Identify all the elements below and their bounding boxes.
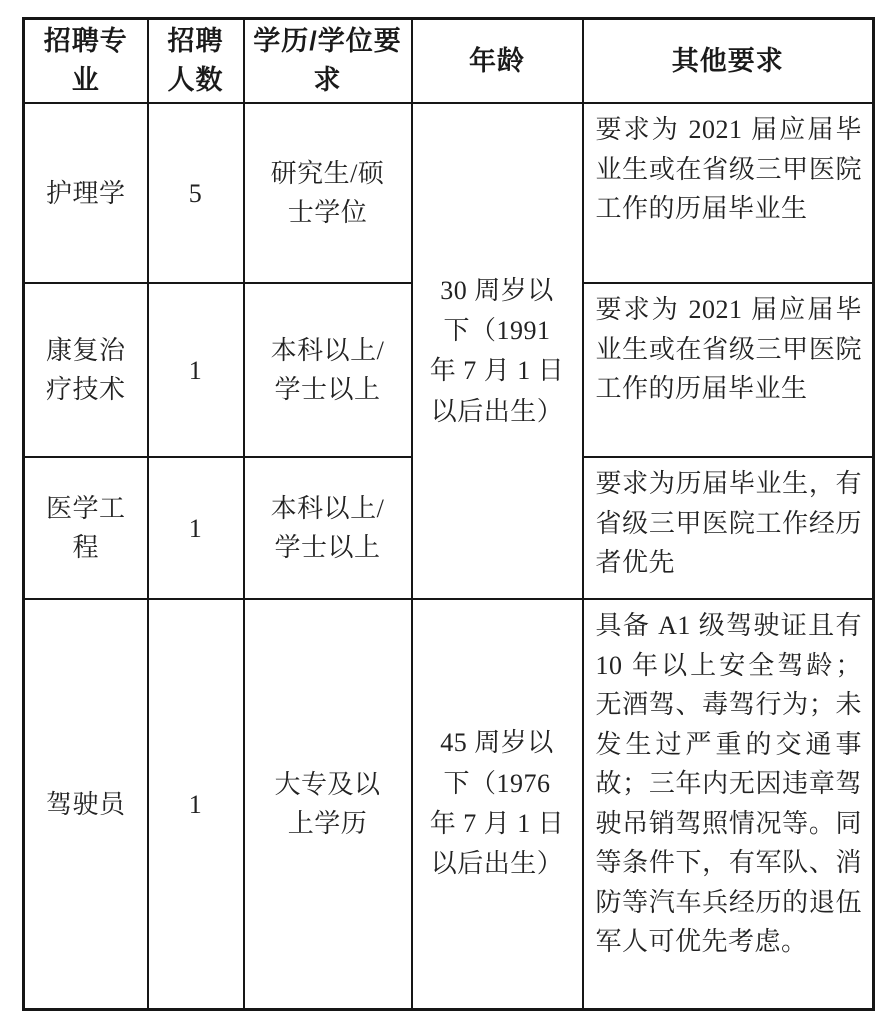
- header-row: [24, 19, 874, 104]
- header-age: 年龄: [412, 19, 583, 104]
- education-cell: 本科以上/学士以上: [244, 283, 412, 457]
- major-cell: 医学工程: [24, 457, 148, 599]
- count-cell: 5: [148, 103, 244, 283]
- header-major: 招聘专业: [24, 19, 148, 104]
- education-cell: 本科以上/学士以上: [244, 457, 412, 599]
- header-education: 学历/学位要求: [244, 19, 412, 104]
- other-requirements-cell: 要求为 2021 届应届毕业生或在省级三甲医院工作的历届毕业生: [583, 103, 874, 283]
- major-cell: 护理学: [24, 103, 148, 283]
- count-cell: 1: [148, 599, 244, 1009]
- education-cell: 大专及以上学历: [244, 599, 412, 1009]
- header-other: 其他要求: [583, 19, 874, 104]
- table-row-nursing: [24, 103, 874, 283]
- other-requirements-cell: 具备 A1 级驾驶证且有 10 年以上安全驾龄；无酒驾、毒驾行为；未发生过严重的交通事故；三年内无因违章驾驶吊销驾照情况等。同等条件下，有军队、消防等汽车兵经历的退伍军人可优先考虑。: [583, 599, 874, 1009]
- count-cell: 1: [148, 457, 244, 599]
- count-cell: 1: [148, 283, 244, 457]
- major-cell: 驾驶员: [24, 599, 148, 1009]
- major-cell: 康复治疗技术: [24, 283, 148, 457]
- recruitment-table: [22, 17, 875, 1011]
- other-requirements-cell: 要求为 2021 届应届毕业生或在省级三甲医院工作的历届毕业生: [583, 283, 874, 457]
- age-cell-under-45: 45 周岁以下（1976 年 7 月 1 日以后出生）: [412, 599, 583, 1009]
- header-count: 招聘人数: [148, 19, 244, 104]
- table-row-driver: [24, 599, 874, 1009]
- age-cell-under-30: 30 周岁以下（1991 年 7 月 1 日以后出生）: [412, 103, 583, 599]
- other-requirements-cell: 要求为历届毕业生，有省级三甲医院工作经历者优先: [583, 457, 874, 599]
- education-cell: 研究生/硕士学位: [244, 103, 412, 283]
